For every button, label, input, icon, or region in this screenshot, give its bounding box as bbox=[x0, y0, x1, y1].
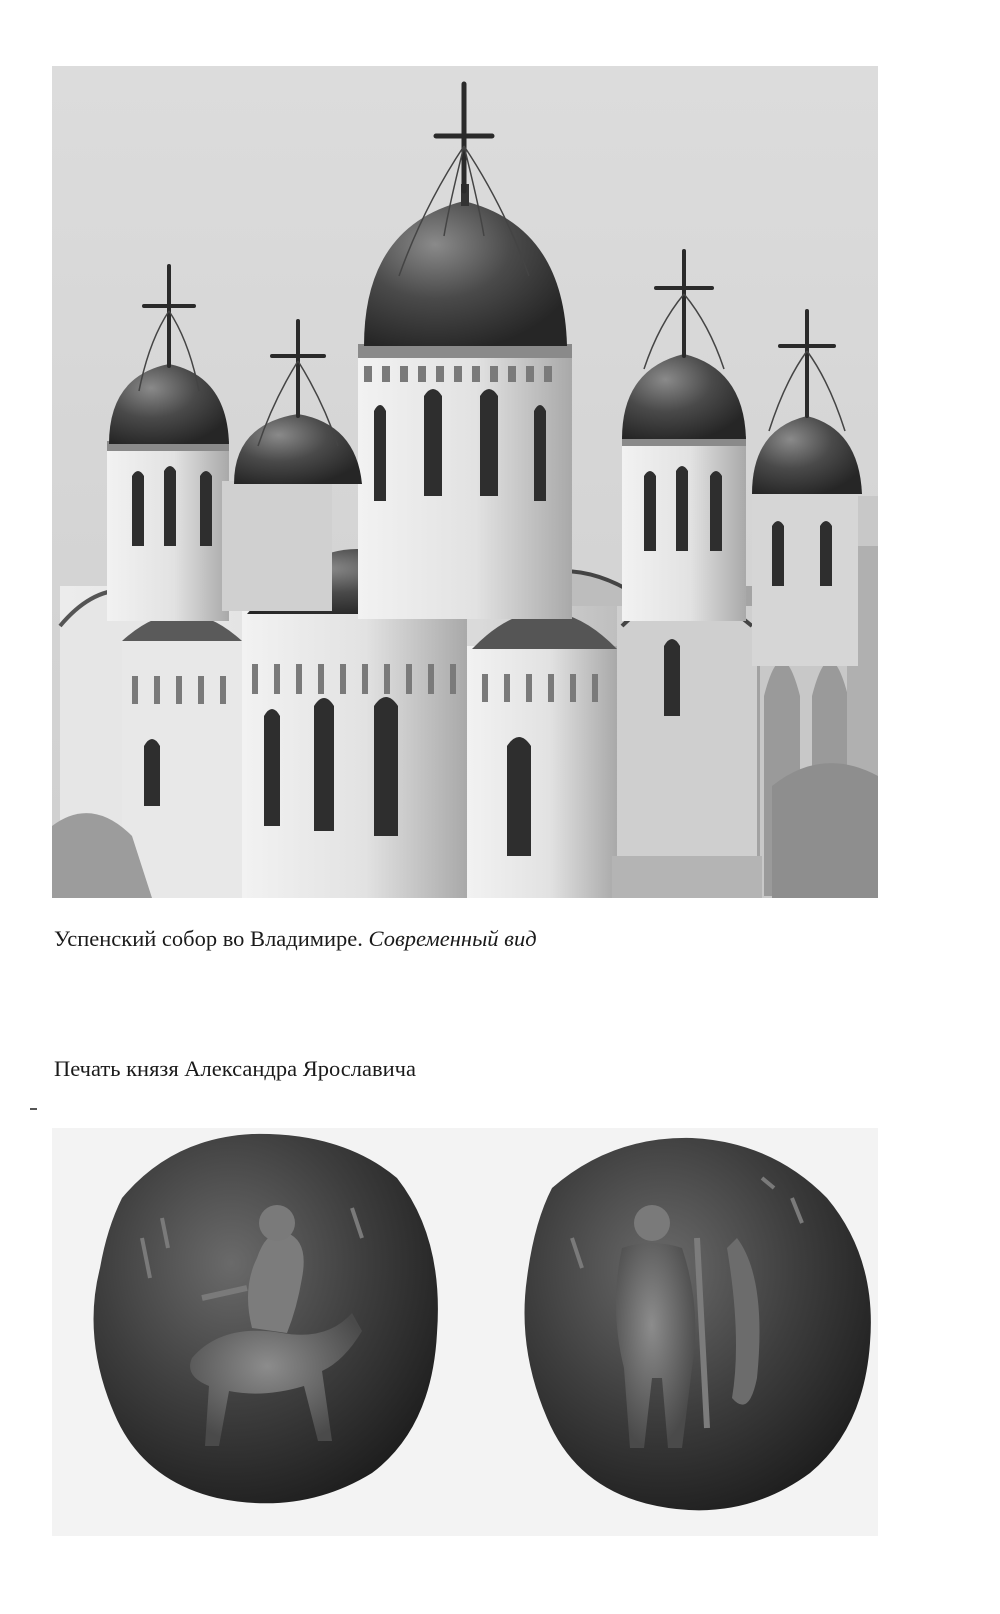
seal-caption: Печать князя Александра Ярославича bbox=[54, 1056, 416, 1081]
seal-reverse bbox=[525, 1138, 871, 1510]
cathedral-caption-italic: Современный вид bbox=[368, 926, 537, 951]
cathedral-caption bbox=[54, 925, 537, 953]
cathedral-photo bbox=[52, 66, 878, 898]
seal-obverse bbox=[94, 1134, 438, 1503]
margin-mark bbox=[30, 1108, 37, 1110]
seal-photo bbox=[52, 1128, 878, 1536]
cathedral-caption-main: Успенский собор во Владимире. bbox=[54, 926, 369, 951]
